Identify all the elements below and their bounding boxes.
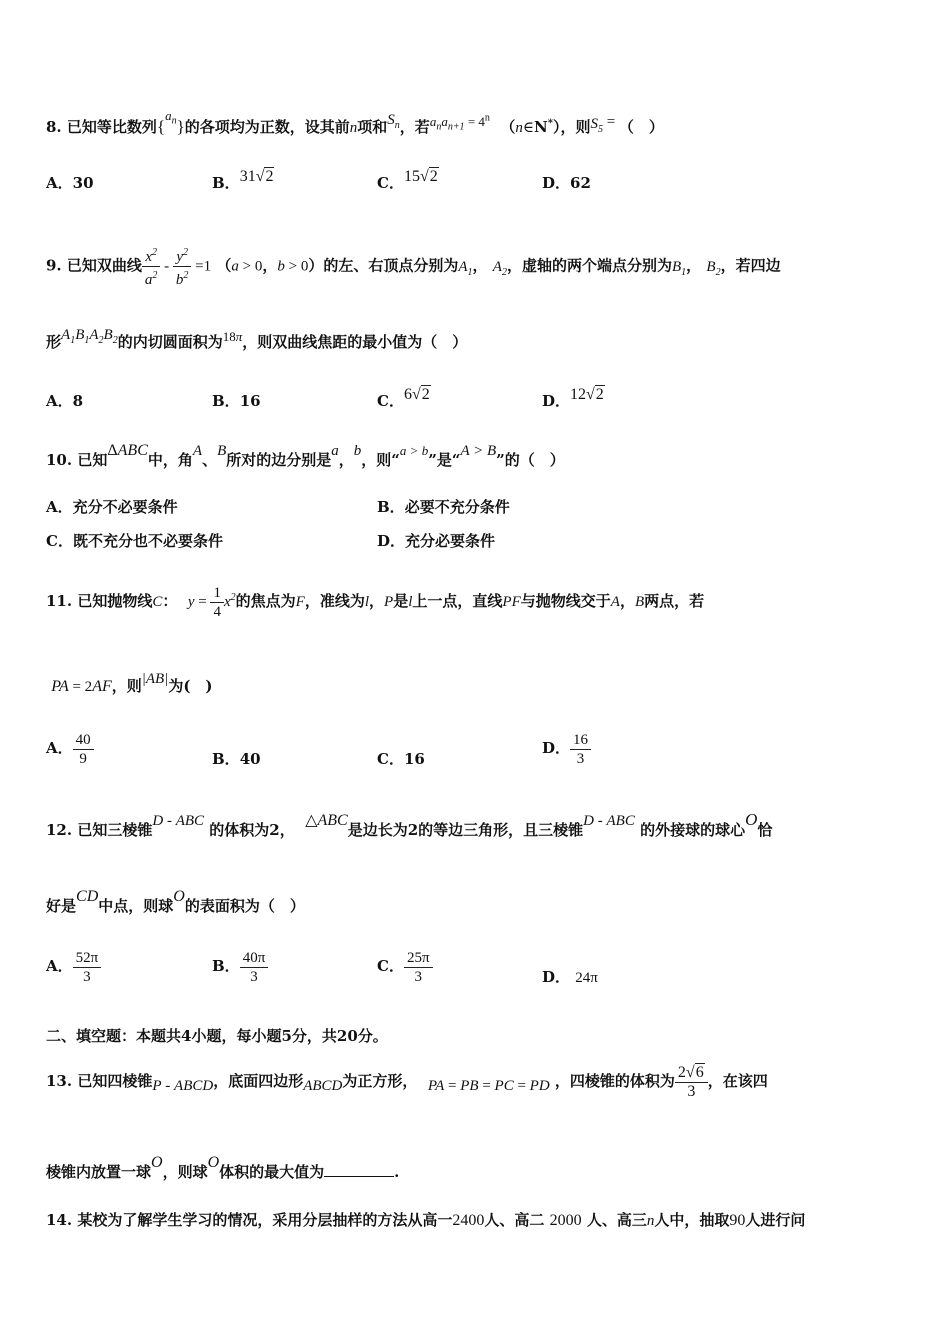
q10-option-c[interactable]: C．既不充分也不必要条件 <box>46 532 223 550</box>
q8-option-b[interactable]: B．31√2 <box>212 168 274 192</box>
q10-option-a[interactable]: A．充分不必要条件 <box>46 498 178 516</box>
q11-option-d[interactable]: D． $\frac{16}{3}$ <box>542 724 591 772</box>
q8-option-d[interactable]: D．62 <box>542 174 591 192</box>
q14-stem: 14. 某校为了解学生学习的情况，采用分层抽样的方法从高一2400人、高二 2000 人、高三n人中，抽取90人进行问 <box>46 1211 806 1229</box>
q12-stem-line2: 好是CD中点，则球O的表面积为（ ） <box>46 888 305 915</box>
answer-blank[interactable] <box>324 1162 394 1177</box>
q11-stem: 11. 已知抛物线C： y = $\frac{1}{4}$ $x^2$的焦点为F，准线为l，P是l上一点，直线PF与抛物线交于A，B两点，若 <box>46 584 705 620</box>
q13-stem: 13. 已知四棱锥P - ABCD，底面四边形ABCD为正方形， PA = PB = PC = PD ，四棱锥的体积为 $\frac{2√6}{3}$ ，在该四 <box>46 1063 768 1100</box>
q12-stem: 12. 已知三棱锥D - ABC 的体积为2， △ABC是边长为2的等边三角形，且三棱锥D - ABC 的外接球的球心O恰 <box>46 810 773 839</box>
q11-option-a[interactable]: A． $\frac{40}{9}$ <box>46 724 94 772</box>
q9-stem-line2: 形$A_1B_1A_2B_2$的内切圆面积为18π，则双曲线焦距的最小值为（ ） <box>46 327 468 351</box>
q12-option-b[interactable]: B． $\frac{40\pi}{3}$ <box>212 942 268 990</box>
q13-stem-line2: 棱锥内放置一球O，则球O体积的最大值为 . <box>46 1154 400 1181</box>
q11-option-c[interactable]: C．16 <box>377 750 425 768</box>
q11-stem-line2: PA = 2AF，则|AB|为( ) <box>51 671 213 695</box>
q8-option-a[interactable]: A．30 <box>46 174 94 192</box>
q11-option-b[interactable]: B．40 <box>212 750 261 768</box>
q12-option-c[interactable]: C． $\frac{25\pi}{3}$ <box>377 942 433 990</box>
q8-stem: 8. 已知等比数列$\{a_n\}$的各项均为正数，设其前n项和$S_n$，若$a_na_{n+1} = 4^n$ （n∈N*），则$S_5$ = （ ） <box>46 108 664 136</box>
q9-option-a[interactable]: A．8 <box>46 392 84 410</box>
q8-option-c[interactable]: C．15√2 <box>377 168 438 192</box>
q9-stem: 9. 已知双曲线 $\frac{x^2}{a^2}$ - $\frac{y^2}{b^2}$ =1 （a > 0，b > 0）的左、右顶点分别为$A_1$， $A_2$，虚轴的两个端点分别为$B_1$， $B_2$，若四边 <box>46 244 781 293</box>
q10-option-d[interactable]: D．充分必要条件 <box>377 532 496 550</box>
q10-stem: 10. 已知ΔABC中，角A、B所对的边分别是a，b，则“a > b”是“A > B”的（ ） <box>46 442 565 469</box>
q12-option-d[interactable]: D． 24π <box>542 968 598 986</box>
q12-option-a[interactable]: A． $\frac{52\pi}{3}$ <box>46 942 101 990</box>
q9-option-b[interactable]: B．16 <box>212 392 261 410</box>
q9-option-c[interactable]: C．6√2 <box>377 386 430 410</box>
section-heading: 二、填空题：本题共4小题，每小题5分，共20分。 <box>46 1027 388 1045</box>
q10-option-b[interactable]: B．必要不充分条件 <box>377 498 510 516</box>
q9-option-d[interactable]: D．12√2 <box>542 386 604 410</box>
